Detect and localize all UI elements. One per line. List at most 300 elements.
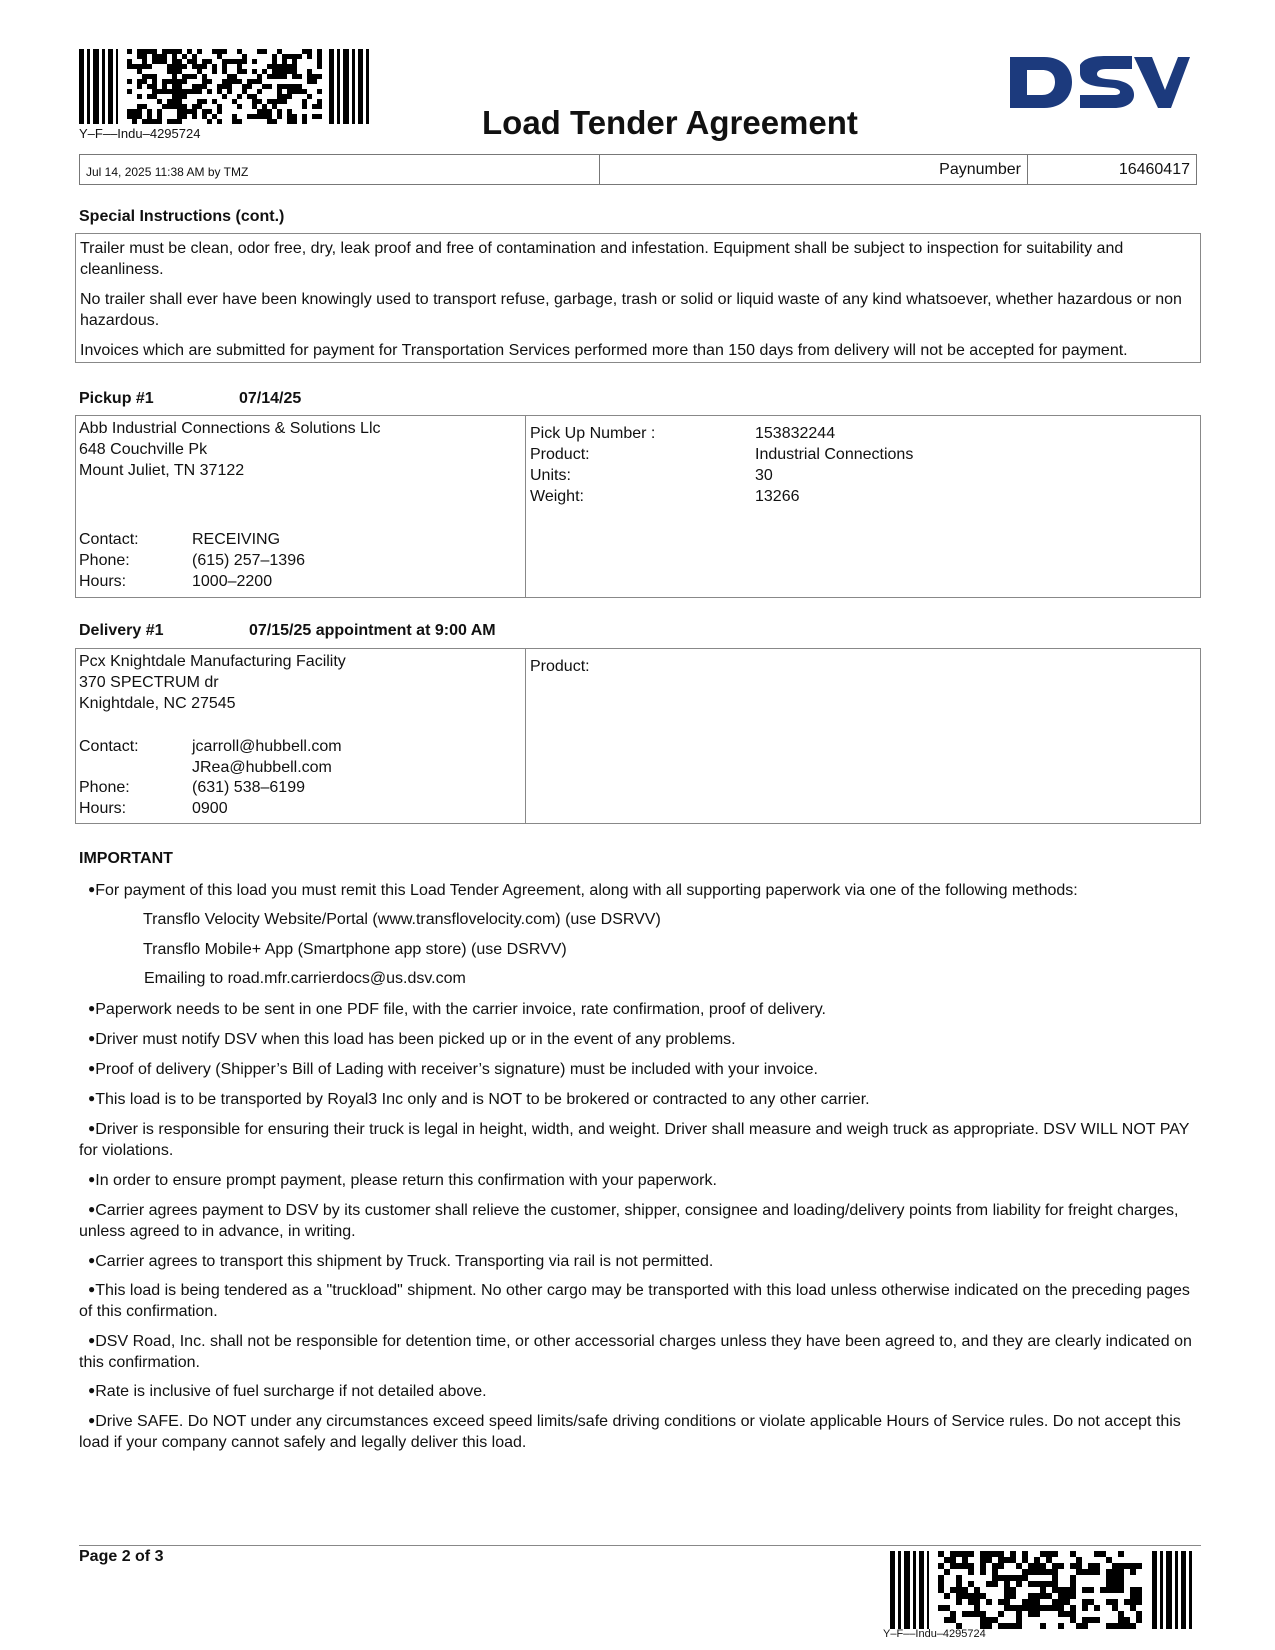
barcode-module: [974, 1599, 980, 1605]
barcode-module: [222, 59, 227, 64]
barcode-module: [1052, 1575, 1058, 1581]
barcode-module: [1028, 1611, 1034, 1617]
barcode-module: [998, 1611, 1004, 1617]
barcode-module: [287, 54, 292, 59]
barcode-module: [1058, 1563, 1064, 1569]
barcode-module: [962, 1551, 968, 1557]
barcode-module: [202, 59, 207, 64]
barcode-module: [207, 119, 212, 124]
barcode-module: [1094, 1569, 1100, 1575]
barcode-module: [1130, 1605, 1136, 1611]
barcode-module: [142, 49, 147, 54]
barcode-module: [1082, 1599, 1088, 1605]
barcode-module: [217, 119, 222, 124]
barcode-module: [1046, 1605, 1052, 1611]
special-instructions-box: [75, 233, 1201, 363]
barcode-module: [1058, 1611, 1064, 1617]
barcode-module: [1070, 1575, 1076, 1581]
important-bullet: ●Proof of delivery (Shipper’s Bill of Lading with receiver’s signature) must be included with your invoice.: [88, 1061, 818, 1078]
barcode-module: [956, 1587, 962, 1593]
barcode-module: [992, 1551, 998, 1557]
barcode-module: [1040, 1587, 1046, 1593]
pickup-phone: (615) 257–1396: [192, 552, 305, 569]
barcode-module: [152, 119, 157, 124]
barcode-module: [192, 59, 197, 64]
barcode-module: [1070, 1605, 1076, 1611]
barcode-module: [232, 99, 237, 104]
pickup-address2: Mount Juliet, TN 37122: [79, 462, 245, 479]
barcode-module: [1010, 1575, 1016, 1581]
barcode-module: [197, 99, 202, 104]
barcode-module: [307, 54, 312, 59]
barcode-module: [1052, 1551, 1058, 1557]
barcode-module: [262, 84, 267, 89]
barcode-module: [302, 99, 307, 104]
barcode-module: [242, 89, 247, 94]
barcode-module: [1004, 1599, 1010, 1605]
barcode-module: [1034, 1599, 1040, 1605]
barcode-module: [232, 74, 237, 79]
barcode-module: [167, 104, 172, 109]
header-barcode-id: Y–F––Indu–4295724: [79, 126, 201, 141]
barcode-module: [137, 114, 142, 119]
barcode-module: [944, 1557, 950, 1563]
barcode-module: [247, 84, 252, 89]
barcode-module: [998, 1551, 1004, 1557]
barcode-module: [956, 1563, 962, 1569]
dsv-logo: [1010, 55, 1190, 110]
barcode-module: [292, 59, 297, 64]
barcode-module: [302, 49, 307, 54]
barcode-module: [1034, 1569, 1040, 1575]
barcode-module: [938, 1587, 944, 1593]
barcode-module: [1082, 1617, 1088, 1623]
pickup-contact-label: Contact:: [79, 531, 139, 548]
barcode-module: [237, 104, 242, 109]
barcode-module: [1100, 1551, 1106, 1557]
barcode-module: [187, 74, 192, 79]
barcode-module: [207, 109, 212, 114]
barcode-module: [212, 49, 217, 54]
barcode-module: [272, 69, 277, 74]
delivery-divider: [525, 648, 526, 824]
barcode-module: [1124, 1617, 1130, 1623]
barcode-module: [1004, 1557, 1010, 1563]
barcode-module: [1004, 1587, 1010, 1593]
barcode-module: [1058, 1605, 1064, 1611]
barcode-module: [1052, 1581, 1058, 1587]
pickup-hours-label: Hours:: [79, 573, 127, 590]
barcode-module: [177, 69, 182, 74]
barcode-module: [172, 99, 177, 104]
barcode-module: [237, 59, 242, 64]
barcode-module: [277, 64, 282, 69]
barcode-module: [167, 64, 172, 69]
barcode-module: [1136, 1593, 1142, 1599]
barcode-module: [157, 114, 162, 119]
barcode-module: [1058, 1593, 1064, 1599]
barcode-module: [317, 49, 322, 54]
barcode-module: [227, 89, 232, 94]
barcode-module: [152, 59, 157, 64]
barcode-module: [1106, 1575, 1112, 1581]
barcode-module: [137, 84, 142, 89]
barcode-module: [962, 1587, 968, 1593]
barcode-module: [1022, 1551, 1028, 1557]
barcode-module: [980, 1551, 986, 1557]
barcode-module: [177, 94, 182, 99]
barcode-module: [252, 59, 257, 64]
barcode-module: [302, 89, 307, 94]
barcode-module: [1136, 1563, 1142, 1569]
barcode-module: [950, 1563, 956, 1569]
barcode-module: [1070, 1611, 1076, 1617]
barcode-module: [1118, 1617, 1124, 1623]
barcode-module: [1118, 1569, 1124, 1575]
barcode-module: [287, 84, 292, 89]
barcode-module: [968, 1581, 974, 1587]
barcode-module: [1022, 1575, 1028, 1581]
barcode-module: [1052, 1569, 1058, 1575]
barcode-module: [1118, 1551, 1124, 1557]
barcode-module: [980, 1593, 986, 1599]
barcode-module: [1136, 1599, 1142, 1605]
barcode-module: [162, 54, 167, 59]
barcode-module: [252, 79, 257, 84]
barcode-module: [1088, 1563, 1094, 1569]
barcode-module: [317, 104, 322, 109]
barcode-module: [1130, 1569, 1136, 1575]
barcode-module: [974, 1605, 980, 1611]
delivery-contact-label: Contact:: [79, 738, 139, 755]
barcode-module: [1070, 1617, 1076, 1623]
barcode-module: [147, 119, 152, 124]
paynumber-label: Paynumber: [600, 155, 1028, 185]
barcode-module: [192, 84, 197, 89]
barcode-module: [147, 49, 152, 54]
barcode-module: [986, 1557, 992, 1563]
printed-timestamp: Jul 14, 2025 11:38 AM by TMZ: [86, 164, 249, 179]
barcode-module: [1034, 1563, 1040, 1569]
barcode-module: [1004, 1581, 1010, 1587]
barcode-module: [152, 54, 157, 59]
barcode-module: [1064, 1593, 1070, 1599]
barcode-module: [307, 74, 312, 79]
barcode-module: [1118, 1623, 1124, 1629]
barcode-module: [162, 104, 167, 109]
barcode-module: [302, 119, 307, 124]
barcode-module: [257, 49, 262, 54]
barcode-module: [998, 1599, 1004, 1605]
barcode-module: [1010, 1593, 1016, 1599]
important-bullet: ●Paperwork needs to be sent in one PDF file, with the carrier invoice, rate confirmation, proof of delivery.: [88, 1001, 826, 1018]
barcode-module: [297, 74, 302, 79]
barcode-module: [980, 1617, 986, 1623]
barcode-module: [132, 64, 137, 69]
barcode-module: [172, 94, 177, 99]
barcode-module: [217, 54, 222, 59]
barcode-module: [222, 64, 227, 69]
barcode-module: [1070, 1587, 1076, 1593]
barcode-module: [197, 104, 202, 109]
barcode-module: [272, 64, 277, 69]
delivery-product-label: Product:: [530, 658, 590, 675]
barcode-module: [197, 49, 202, 54]
barcode-module: [980, 1563, 986, 1569]
barcode-module: [257, 79, 262, 84]
barcode-module: [974, 1587, 980, 1593]
barcode-module: [950, 1587, 956, 1593]
barcode-module: [1070, 1581, 1076, 1587]
barcode-module: [1010, 1605, 1016, 1611]
barcode-module: [257, 99, 262, 104]
barcode-module: [282, 69, 287, 74]
barcode-module: [267, 99, 272, 104]
barcode-module: [177, 99, 182, 104]
barcode-module: [267, 114, 272, 119]
barcode-module: [217, 104, 222, 109]
barcode-module: [177, 89, 182, 94]
barcode-module: [292, 54, 297, 59]
barcode-module: [1112, 1599, 1118, 1605]
barcode-module: [1130, 1593, 1136, 1599]
barcode-module: [1034, 1605, 1040, 1611]
footer-barcode: [890, 1551, 1192, 1629]
delivery-phone-label: Phone:: [79, 779, 130, 796]
barcode-module: [267, 84, 272, 89]
barcode-module: [172, 74, 177, 79]
barcode-module: [237, 79, 242, 84]
barcode-module: [1118, 1587, 1124, 1593]
pickup-hours: 1000–2200: [192, 573, 273, 590]
barcode-module: [182, 64, 187, 69]
pickup-number-label: Pick Up Number :: [530, 425, 656, 442]
barcode-module: [237, 119, 242, 124]
barcode-module: [182, 54, 187, 59]
barcode-module: [1040, 1563, 1046, 1569]
barcode-module: [302, 104, 307, 109]
barcode-module: [287, 109, 292, 114]
barcode-module: [142, 64, 147, 69]
barcode-module: [217, 109, 222, 114]
barcode-module: [177, 64, 182, 69]
barcode-module: [1118, 1581, 1124, 1587]
barcode-module: [950, 1557, 956, 1563]
barcode-module: [227, 84, 232, 89]
barcode-module: [177, 79, 182, 84]
barcode-module: [127, 109, 132, 114]
barcode-module: [157, 109, 162, 114]
barcode-module: [980, 1569, 986, 1575]
barcode-module: [1112, 1605, 1118, 1611]
barcode-module: [287, 69, 292, 74]
barcode-module: [297, 84, 302, 89]
barcode-module: [227, 59, 232, 64]
barcode-module: [1136, 1617, 1142, 1623]
barcode-module: [272, 59, 277, 64]
barcode-module: [1016, 1581, 1022, 1587]
barcode-module: [1016, 1575, 1022, 1581]
barcode-module: [956, 1551, 962, 1557]
barcode-module: [192, 89, 197, 94]
delivery-heading: Delivery #1: [79, 622, 164, 639]
header-barcode: [79, 49, 369, 124]
barcode-module: [1052, 1563, 1058, 1569]
barcode-module: [227, 79, 232, 84]
barcode-module: [956, 1593, 962, 1599]
barcode-module: [297, 89, 302, 94]
barcode-module: [1052, 1605, 1058, 1611]
pickup-contact: RECEIVING: [192, 531, 281, 548]
barcode-module: [217, 89, 222, 94]
barcode-module: [282, 99, 287, 104]
barcode-module: [317, 114, 322, 119]
barcode-module: [272, 99, 277, 104]
important-bullet: ●In order to ensure prompt payment, please return this confirmation with your paperwork.: [88, 1172, 717, 1189]
barcode-module: [1118, 1575, 1124, 1581]
important-bullet: ●Rate is inclusive of fuel surcharge if not detailed above.: [88, 1383, 487, 1400]
barcode-module: [302, 114, 307, 119]
barcode-module: [162, 59, 167, 64]
page-number: Page 2 of 3: [79, 1548, 164, 1565]
barcode-module: [137, 64, 142, 69]
important-bullet: ●This load is being tendered as a "truckload" shipment. No other cargo may be transported with this load unless otherwise indicated on the preceding pages of this confirmation.: [79, 1282, 1190, 1320]
barcode-module: [1034, 1581, 1040, 1587]
important-bullet: ●For payment of this load you must remit this Load Tender Agreement, along with all supporting paperwork via one of the following methods:: [88, 882, 1078, 899]
barcode-module: [1016, 1623, 1022, 1629]
barcode-module: [317, 99, 322, 104]
barcode-module: [1112, 1587, 1118, 1593]
barcode-module: [212, 69, 217, 74]
barcode-module: [177, 84, 182, 89]
barcode-module: [172, 59, 177, 64]
delivery-address1: 370 SPECTRUM dr: [79, 674, 219, 691]
barcode-module: [262, 114, 267, 119]
barcode-module: [962, 1563, 968, 1569]
barcode-module: [1106, 1569, 1112, 1575]
barcode-module: [1010, 1557, 1016, 1563]
barcode-module: [1028, 1563, 1034, 1569]
barcode-module: [197, 89, 202, 94]
barcode-module: [956, 1581, 962, 1587]
barcode-module: [207, 79, 212, 84]
barcode-module: [1064, 1599, 1070, 1605]
barcode-module: [132, 109, 137, 114]
barcode-module: [277, 94, 282, 99]
barcode-module: [167, 89, 172, 94]
barcode-module: [998, 1557, 1004, 1563]
barcode-module: [127, 59, 132, 64]
barcode-module: [147, 109, 152, 114]
barcode-module: [1082, 1587, 1088, 1593]
barcode-module: [1112, 1569, 1118, 1575]
barcode-module: [986, 1617, 992, 1623]
barcode-module: [992, 1581, 998, 1587]
barcode-module: [1010, 1587, 1016, 1593]
barcode-module: [212, 114, 217, 119]
barcode-module: [187, 109, 192, 114]
barcode-module: [1112, 1581, 1118, 1587]
barcode-module: [167, 49, 172, 54]
delivery-contact-email-1: jcarroll@hubbell.com: [192, 738, 342, 755]
barcode-module: [127, 114, 132, 119]
barcode-module: [292, 89, 297, 94]
barcode-module: [252, 104, 257, 109]
barcode-module: [1106, 1623, 1112, 1629]
barcode-module: [277, 109, 282, 114]
barcode-module: [938, 1563, 944, 1569]
barcode-module: [247, 114, 252, 119]
barcode-module: [292, 84, 297, 89]
barcode-module: [132, 114, 137, 119]
barcode-module: [267, 74, 272, 79]
barcode-module: [237, 64, 242, 69]
barcode-module: [992, 1575, 998, 1581]
barcode-module: [127, 64, 132, 69]
barcode-module: [1070, 1563, 1076, 1569]
delivery-address2: Knightdale, NC 27545: [79, 695, 236, 712]
barcode-module: [127, 79, 132, 84]
barcode-module: [1004, 1623, 1010, 1629]
barcode-module: [267, 109, 272, 114]
barcode-module: [217, 49, 222, 54]
barcode-module: [944, 1569, 950, 1575]
barcode-module: [1010, 1623, 1016, 1629]
barcode-module: [282, 54, 287, 59]
barcode-module: [212, 64, 217, 69]
barcode-module: [222, 49, 227, 54]
barcode-module: [182, 79, 187, 84]
barcode-module: [974, 1593, 980, 1599]
barcode-module: [1028, 1599, 1034, 1605]
barcode-module: [1082, 1623, 1088, 1629]
barcode-module: [152, 49, 157, 54]
barcode-module: [1136, 1611, 1142, 1617]
barcode-module: [1016, 1563, 1022, 1569]
barcode-module: [1034, 1593, 1040, 1599]
barcode-module: [312, 79, 317, 84]
barcode-module: [287, 64, 292, 69]
barcode-module: [272, 74, 277, 79]
barcode-module: [172, 64, 177, 69]
pickup-date: 07/14/25: [239, 390, 302, 407]
barcode-module: [1082, 1569, 1088, 1575]
barcode-module: [1046, 1551, 1052, 1557]
barcode-module: [1130, 1623, 1136, 1629]
barcode-module: [162, 84, 167, 89]
barcode-module: [177, 104, 182, 109]
barcode-module: [998, 1563, 1004, 1569]
barcode-module: [172, 104, 177, 109]
barcode-module: [287, 114, 292, 119]
barcode-module: [167, 99, 172, 104]
pickup-weight-label: Weight:: [530, 488, 584, 505]
payment-method: Transflo Velocity Website/Portal (www.transflovelocity.com) (use DSRVV): [143, 911, 661, 928]
barcode-module: [1100, 1587, 1106, 1593]
barcode-module: [986, 1551, 992, 1557]
barcode-module: [277, 84, 282, 89]
barcode-module: [950, 1611, 956, 1617]
barcode-module: [137, 49, 142, 54]
barcode-module: [1058, 1623, 1064, 1629]
barcode-module: [152, 84, 157, 89]
barcode-module: [968, 1599, 974, 1605]
barcode-module: [1076, 1563, 1082, 1569]
barcode-module: [212, 99, 217, 104]
footer-divider: [79, 1545, 1201, 1546]
barcode-module: [172, 84, 177, 89]
barcode-module: [307, 49, 312, 54]
